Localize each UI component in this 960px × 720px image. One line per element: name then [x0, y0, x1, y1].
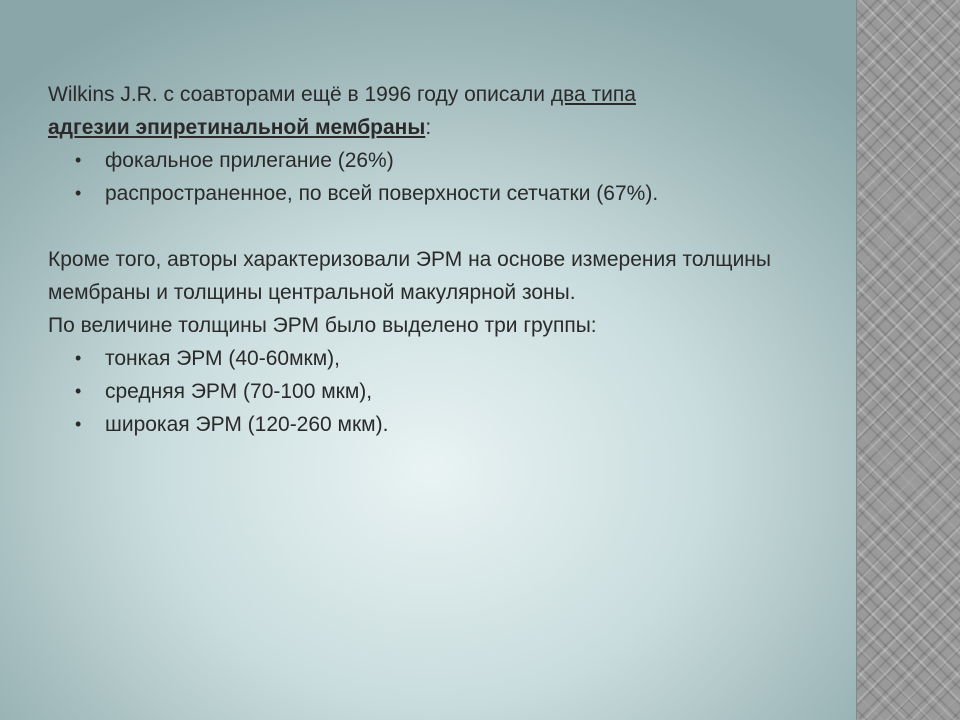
bullet-icon: •: [75, 348, 82, 368]
bullet-icon: •: [75, 414, 82, 434]
paragraph-spacer: [48, 210, 838, 243]
adhesion-types-list: [48, 144, 838, 210]
list-item: [48, 144, 838, 177]
list-item: [48, 342, 838, 375]
list-item-text: фокальное прилегание (26%): [105, 149, 394, 172]
measurement-paragraph: Кроме того, авторы характеризовали ЭРМ на основе измерения толщины мембраны и толщины центральной макулярной зоны.: [48, 248, 771, 304]
list-item-text: средняя ЭРМ (70-100 мкм),: [105, 380, 373, 403]
bullet-icon: •: [75, 150, 82, 170]
bullet-icon: •: [75, 381, 82, 401]
highlight-adhesion: адгезии эпиретинальной мембраны: [48, 116, 426, 139]
intro-tail: :: [425, 116, 432, 139]
list-item-text: широкая ЭРМ (120-260 мкм).: [105, 413, 389, 436]
decorative-side-panel: [856, 0, 960, 720]
list-item-text: распространенное, по всей поверхности сетчатки (67%).: [105, 182, 659, 205]
groups-heading: По величине толщины ЭРМ было выделено три группы:: [48, 314, 597, 337]
list-item-text: тонкая ЭРМ (40-60мкм),: [105, 347, 340, 370]
highlight-two-types: два типа: [550, 83, 636, 106]
intro-paragraph: [48, 78, 838, 144]
bullet-icon: •: [75, 183, 82, 203]
list-item: [48, 375, 838, 408]
thickness-groups-list: [48, 342, 838, 441]
list-item: [48, 177, 838, 210]
intro-lead: Wilkins J.R. с соавторами ещё в 1996 году описали: [48, 83, 551, 106]
slide-content: [48, 78, 838, 441]
list-item: [48, 408, 838, 441]
